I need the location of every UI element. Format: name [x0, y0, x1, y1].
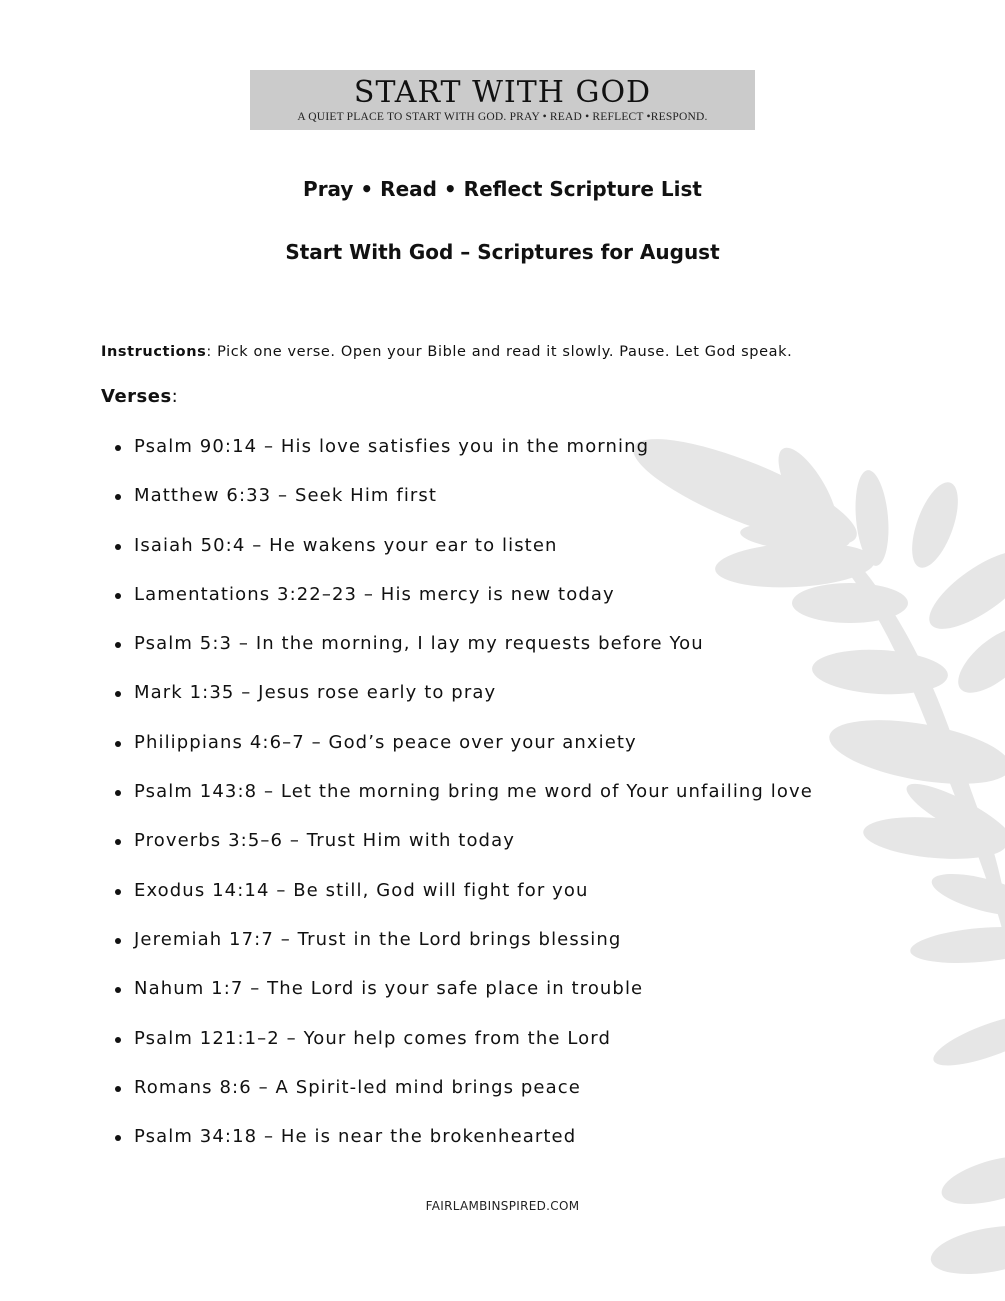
- instructions: [101, 344, 792, 360]
- verses-colon: :: [171, 386, 179, 407]
- list-item: Mark 1:35 – Jesus rose early to pray: [134, 680, 813, 729]
- verse-list: [134, 434, 813, 1173]
- list-item: Nahum 1:7 – The Lord is your safe place in trouble: [134, 976, 813, 1025]
- list-item: Matthew 6:33 – Seek Him first: [134, 483, 813, 532]
- list-item: Psalm 34:18 – He is near the brokenhearted: [134, 1124, 813, 1173]
- page-title: Pray • Read • Reflect Scripture List: [303, 177, 702, 201]
- list-item: Romans 8:6 – A Spirit-led mind brings peace: [134, 1075, 813, 1124]
- list-item: Proverbs 3:5–6 – Trust Him with today: [134, 828, 813, 877]
- instructions-text: : Pick one verse. Open your Bible and read it slowly. Pause. Let God speak.: [206, 344, 793, 360]
- list-item: Lamentations 3:22–23 – His mercy is new today: [134, 582, 813, 631]
- list-item: Psalm 90:14 – His love satisfies you in the morning: [134, 434, 813, 483]
- banner-title: START WITH GOD: [353, 75, 652, 110]
- footer-website: FAIRLAMBINSPIRED.COM: [425, 1199, 580, 1213]
- list-item: Exodus 14:14 – Be still, God will fight for you: [134, 878, 813, 927]
- header-banner: [250, 70, 755, 130]
- list-item: Jeremiah 17:7 – Trust in the Lord brings blessing: [134, 927, 813, 976]
- banner-subtitle: A QUIET PLACE TO START WITH GOD. PRAY • READ • REFLECT •RESPOND.: [297, 111, 708, 123]
- list-item: Isaiah 50:4 – He wakens your ear to listen: [134, 533, 813, 582]
- verses-label: Verses: [101, 386, 172, 407]
- page-subtitle: Start With God – Scriptures for August: [285, 240, 720, 264]
- instructions-label: Instructions: [101, 344, 207, 360]
- list-item: Psalm 121:1–2 – Your help comes from the Lord: [134, 1026, 813, 1075]
- list-item: Psalm 143:8 – Let the morning bring me word of Your unfailing love: [134, 779, 813, 828]
- list-item: Psalm 5:3 – In the morning, I lay my requests before You: [134, 631, 813, 680]
- list-item: Philippians 4:6–7 – God’s peace over your anxiety: [134, 730, 813, 779]
- verses-heading: [101, 386, 178, 407]
